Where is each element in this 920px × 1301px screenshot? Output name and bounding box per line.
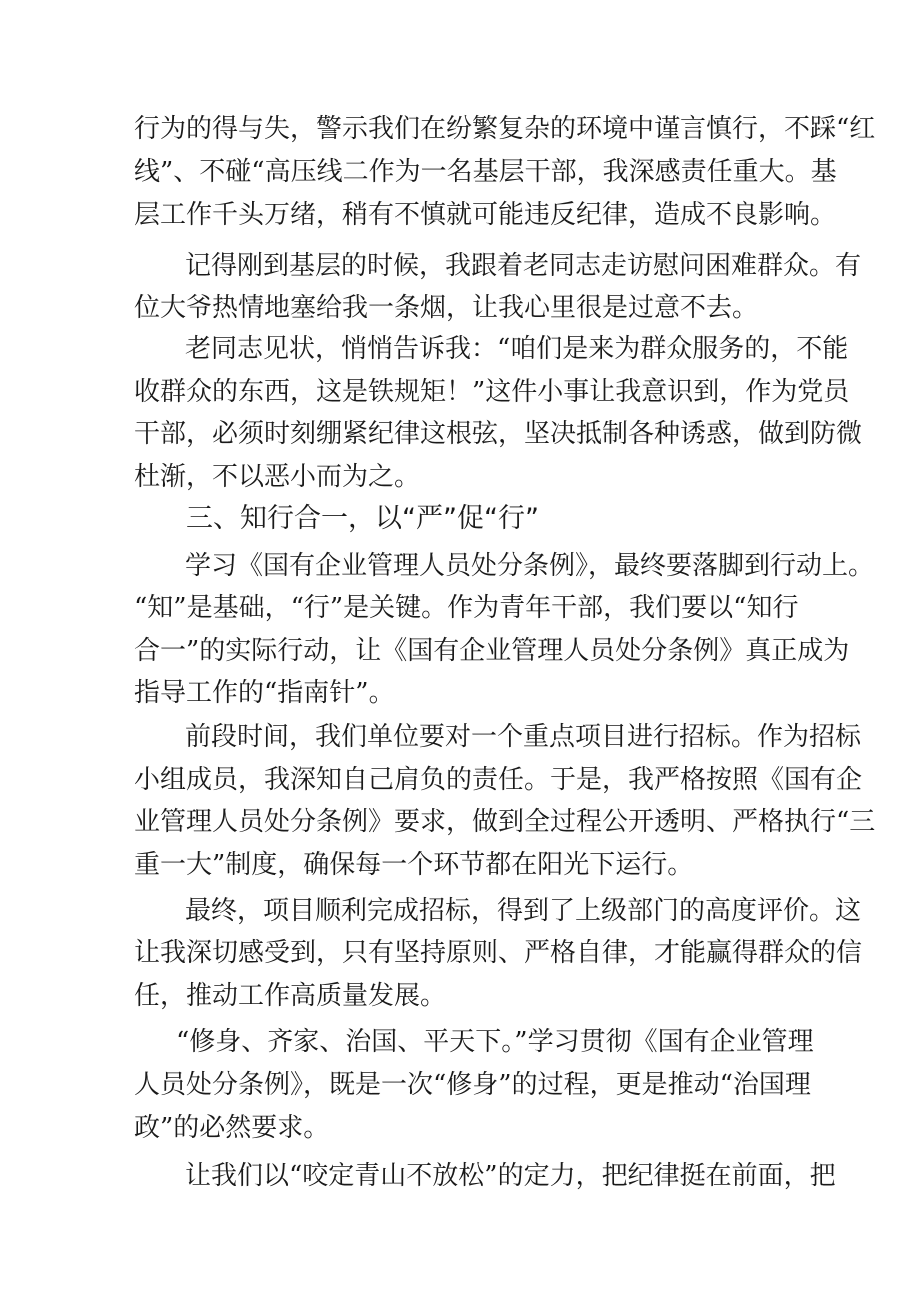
text-line: 人员处分条例》，既是一次“修身”的过程，更是推动“治国理 <box>134 1070 811 1100</box>
text-line: 让我深切感受到，只有坚持原则、严格自律，才能赢得群众的信 <box>134 938 863 968</box>
section-heading: 三、知行合一，以“严”促“行” <box>186 503 539 534</box>
text-line: “知”是基础，“行”是关键。作为青年干部，我们要以“知行 <box>134 593 799 623</box>
text-line: 层工作千头万绪，稍有不慎就可能违反纪律，造成不良影响。 <box>134 200 837 230</box>
text-line: 业管理人员处分条例》要求，做到全过程公开透明、严格执行“三 <box>134 807 876 837</box>
text-line: 最终，项目顺利完成招标，得到了上级部门的高度评价。这 <box>185 896 862 926</box>
text-line: 行为的得与失，警示我们在纷繁复杂的环境中谨言慎行，不踩“红 <box>134 114 876 144</box>
text-line: 线”、不碰“高压线二作为一名基层干部，我深感责任重大。基 <box>134 157 837 187</box>
text-line: 让我们以“咬定青山不放松”的定力，把纪律挺在前面，把 <box>185 1161 836 1191</box>
text-line: 位大爷热情地塞给我一条烟，让我心里很是过意不去。 <box>134 293 759 323</box>
text-line: 学习《国有企业管理人员处分条例》，最终要落脚到行动上。 <box>185 551 875 581</box>
text-line: 干部，必须时刻绷紧纪律这根弦，坚决抵制各种诱惑，做到防微 <box>134 419 863 449</box>
text-line: 前段时间，我们单位要对一个重点项目进行招标。作为招标 <box>185 722 862 752</box>
text-line: 指导工作的“指南针”。 <box>134 678 395 708</box>
text-line: 杜渐，不以恶小而为之。 <box>134 462 421 492</box>
text-line: 老同志见状，悄悄告诉我：“咱们是来为群众服务的，不能 <box>185 334 849 364</box>
text-line: “修身、齐家、治国、平天下。”学习贯彻《国有企业管理 <box>176 1027 814 1057</box>
text-line: 任，推动工作高质量发展。 <box>134 981 447 1011</box>
text-line: 收群众的东西，这是铁规矩！”这件小事让我意识到，作为党员 <box>134 377 850 407</box>
text-line: 记得刚到基层的时候，我跟着老同志走访慰问困难群众。有 <box>185 251 862 281</box>
text-line: 政”的必然要求。 <box>134 1113 330 1143</box>
text-line: 小组成员，我深知自己肩负的责任。于是，我严格按照《国有企 <box>134 765 863 795</box>
text-line: 合一”的实际行动，让《国有企业管理人员处分条例》真正成为 <box>134 636 850 666</box>
text-line: 重一大”制度，确保每一个环节都在阳光下运行。 <box>134 850 694 880</box>
